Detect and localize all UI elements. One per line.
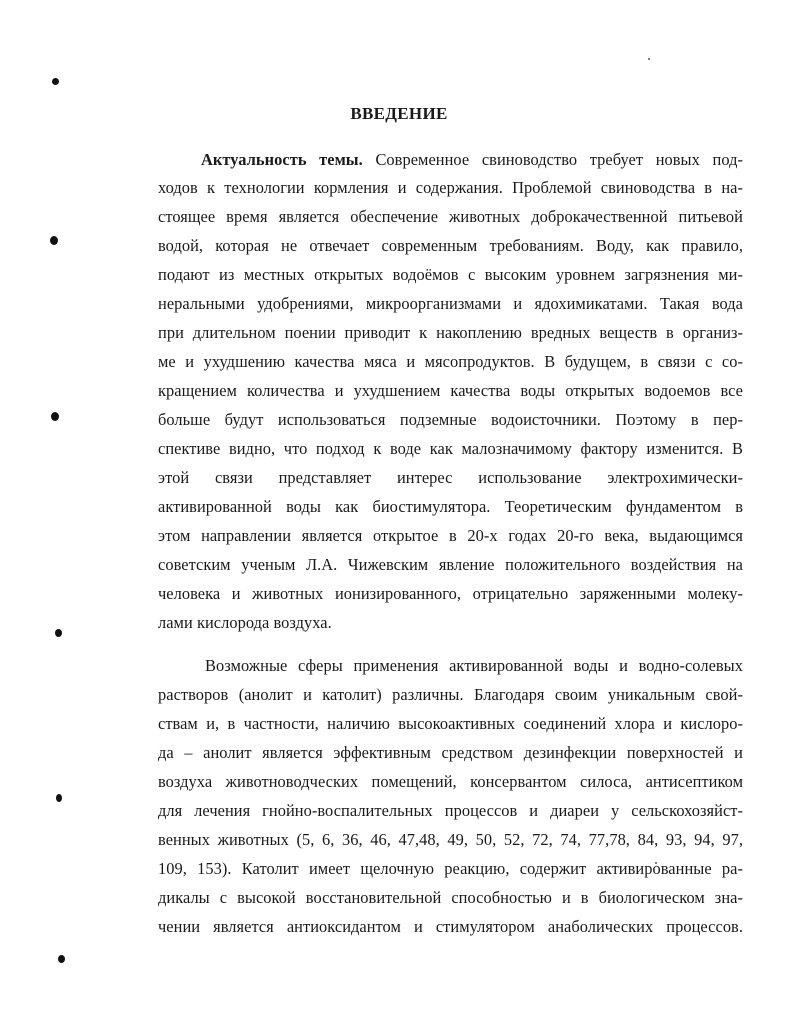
paragraph-1-line: больше будут использоваться подземные водоисточники. Поэтому в пер-	[158, 410, 743, 429]
paragraph-1-line: человека и животных ионизированного, отрицательно заряженными молеку-	[158, 584, 743, 603]
paragraph-1-lead: Актуальность темы.	[201, 150, 363, 169]
paragraph-1-line: этом направлении является открытое в 20-х годах 20-го века, выдающимся	[158, 526, 743, 545]
paragraph-2-line: Возможные сферы применения активированной воды и водно-солевых	[205, 656, 743, 675]
binder-hole-mark	[52, 78, 59, 85]
paragraph-1-line: ме и ухудшению качества мяса и мясопродуктов. В будущем, в связи с со-	[158, 352, 743, 371]
paragraph-1-line: подают из местных открытых водоёмов с высоким уровнем загрязнения ми-	[158, 265, 743, 284]
paragraph-1-line: ходов к технологии кормления и содержания. Проблемой свиноводства в на-	[158, 178, 743, 197]
paragraph-1-line-text: Современное свиноводство требует новых под-	[362, 150, 743, 169]
paragraph-2-line: ствам и, в частности, наличию высокоактивных соединений хлора и кислоро-	[158, 714, 743, 733]
paragraph-1-line: при длительном поении приводит к накоплению вредных веществ в организ-	[158, 323, 743, 342]
paragraph-1-line: стоящее время является обеспечение животных доброкачественной питьевой	[158, 207, 743, 226]
paragraph-2-line: чении является антиоксидантом и стимулятором анаболических процессов.	[158, 917, 743, 936]
binder-hole-mark	[56, 794, 62, 802]
paragraph-1-line: активированной воды как биостимулятора. Теоретическим фундаментом в	[158, 497, 743, 516]
paragraph-2-line: для лечения гнойно-воспалительных процессов и диареи у сельскохозяйст-	[158, 801, 743, 820]
paragraph-2-line: 109, 153). Католит имеет щелочную реакцию, содержит активированные ра-	[158, 859, 743, 878]
paragraph-1-line: кращением количества и ухудшением качества воды открытых водоемов все	[158, 381, 743, 400]
paragraph-1-line: водой, которая не отвечает современным требованиям. Воду, как правило,	[158, 236, 743, 255]
page-title: ВВЕДЕНИЕ	[350, 104, 448, 123]
paragraph-1-line: этой связи представляет интерес использование электрохимически-	[158, 468, 743, 487]
scan-speck	[648, 58, 650, 60]
paragraph-1-line: лами кислорода воздуха.	[158, 613, 332, 632]
binder-hole-mark	[51, 412, 59, 421]
paragraph-2-line: да – анолит является эффективным средством дезинфекции поверхностей и	[158, 743, 743, 762]
paragraph-2-line: дикалы с высокой восстановительной способностью и в биологическом зна-	[158, 888, 743, 907]
paragraph-2-line: растворов (анолит и католит) различны. Благодаря своим уникальным свой-	[158, 685, 743, 704]
binder-hole-mark	[58, 955, 65, 963]
binder-hole-mark	[55, 629, 62, 637]
paragraph-2-line: венных животных (5, 6, 36, 46, 47,48, 49, 50, 52, 72, 74, 77,78, 84, 93, 94, 97,	[158, 830, 743, 849]
paragraph-1-line: неральными удобрениями, микроорганизмами и ядохимикатами. Такая вода	[158, 294, 743, 313]
paragraph-1-line: советским ученым Л.А. Чижевским явление положительного воздействия на	[158, 555, 743, 574]
paragraph-1-line	[201, 150, 743, 170]
paragraph-1-line: спективе видно, что подход к воде как малозначимому фактору изменится. В	[158, 439, 743, 458]
paragraph-2-line: воздуха животноводческих помещений, консервантом силоса, антисептиком	[158, 772, 743, 791]
binder-hole-mark	[50, 236, 58, 245]
